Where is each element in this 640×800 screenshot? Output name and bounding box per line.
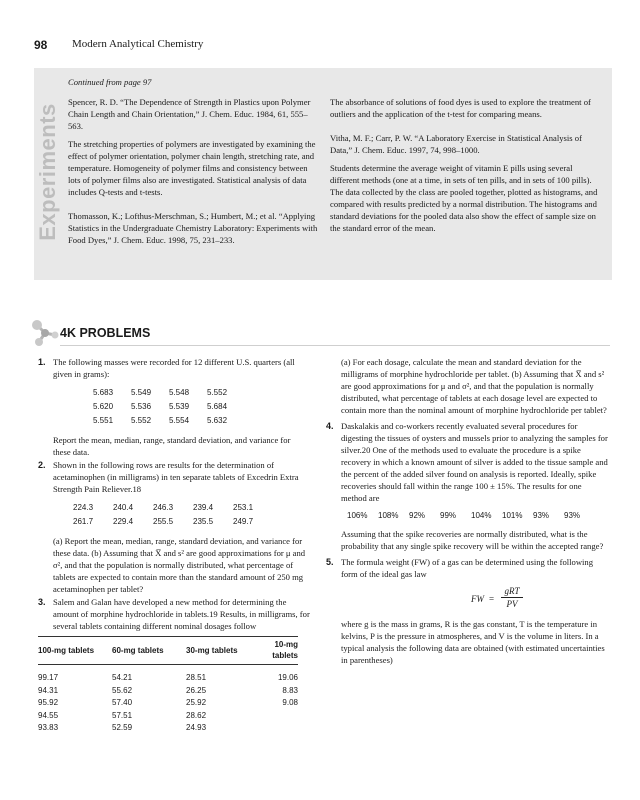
mass-value: 5.536 [131,402,152,411]
problems-right-column [326,356,608,667]
masses-grid [93,386,310,428]
experiments-box [34,68,612,280]
mass-value: 5.552 [131,416,152,425]
column-header: 10-mg tablets [258,637,298,665]
table-cell: 94.55 [38,710,59,720]
value-cell: 224.3 [73,503,94,512]
value-cell: 240.4 [113,503,134,512]
column-header: 30-mg tablets [186,637,258,665]
experiment-description: Students determine the average weight of vitamin E pills using several different methods (one at a time, in sets of ten pills, and in sets of 100 pills). The data collected by the class are pooled together, plotted as histograms, and compared with results predicted by a normal distribution. The histograms and standard deviations for the pooled data also show the effect of sample size on the standard error of the mean. [330,163,598,233]
problem-2 [38,459,310,595]
formula-lhs: FW [471,594,484,604]
experiment-reference: Vitha, M. F.; Carr, P. W. “A Laboratory Exercise in Statistical Analysis of Data,” J. Chem. Educ. 1997, 74, 998–1000. [330,133,582,155]
table-cell: 95.92 [38,698,59,707]
spike-recoveries [347,510,608,522]
problem-number: 4. [326,421,334,431]
value-cell: 229.4 [113,517,134,526]
mass-value: 5.549 [131,388,152,397]
problem-number: 1. [38,357,46,367]
ideal-gas-formula [341,584,608,614]
problem-number: 3. [38,597,46,607]
mass-value: 5.551 [93,416,114,425]
recovery-value: 92% [409,511,426,520]
experiments-side-label: Experiments [35,103,60,241]
recovery-value: 106% [347,511,368,520]
continued-note: Continued from page 97 [68,77,152,87]
table-cell: 57.40 [112,698,133,707]
experiments-left-column [68,76,318,252]
table-cell: 55.62 [112,685,133,695]
recovery-value: 101% [502,511,523,520]
running-head: Modern Analytical Chemistry [72,38,204,50]
dosage-table [38,636,298,735]
recovery-value: 108% [378,511,399,520]
masses-row [93,414,310,428]
value-cell: 235.5 [193,517,214,526]
table-cell: 9.08 [282,698,298,707]
problem-number: 5. [326,557,334,567]
problem-text: The following masses were recorded for 12 different U.S. quarters (all given in grams): [53,357,295,379]
experiments-right-column [330,76,598,240]
mass-value: 5.684 [207,402,228,411]
molecule-icon [30,318,60,348]
mass-value: 5.683 [93,388,114,397]
page-number: 98 [34,38,48,52]
table-cell: 54.21 [112,673,133,682]
table-row [38,722,298,735]
section-rule [60,345,610,346]
mass-value: 5.632 [207,416,228,425]
values-row [73,501,310,515]
formula-denominator: PV [506,599,518,609]
table-cell: 8.83 [282,685,298,695]
experiment-description: The stretching properties of polymers are investigated by examining the effect of polymer orientation, polymer chain length, stretching rate, and temperature. Homogeneity of polymer films and consistency between lots of polymer films also are investigated. Statistical analysis of data includes Q-tests and t-tests. [68,139,316,197]
recovery-value: 93% [564,511,581,520]
formula-equals: = [489,594,495,604]
table-cell: 94.31 [38,685,59,695]
table-cell: 52.59 [112,723,133,732]
section-title: 4K PROBLEMS [60,326,151,340]
value-cell: 249.7 [233,517,254,526]
value-cell: 253.1 [233,503,254,512]
table-row [38,710,298,723]
table-cell: 26.25 [186,685,207,695]
column-header: 100-mg tablets [38,637,112,665]
problem-text: Shown in the following rows are results for the determination of acetaminophen (in milligrams) in ten separate tablets of Excedrin Extra Strength Pain Reliever.18 [53,460,299,494]
experiments-side-tab [34,68,62,280]
problem-5 [326,556,608,666]
problem-text: Report the mean, median, range, standard deviation, and variance for these data. [53,435,291,457]
problem-text: where g is the mass in grams, R is the gas constant, T is the temperature in kelvins, P is the pressure in atmospheres, and V is the volume in liters. In a typical analysis the following data are obtained (with estimated uncertainties in parentheses) [341,619,605,665]
value-cell: 255.5 [153,517,174,526]
mass-value: 5.554 [169,416,190,425]
mass-value: 5.552 [207,388,228,397]
table-cell: 25.92 [186,698,207,707]
problem-text: Salem and Galan have developed a new method for determining the amount of morphine hydrochloride in tablets.19 Results, in milligrams, for several tablets containing different nominal dosages follow [53,597,310,631]
problems-left-column [38,356,310,735]
mass-value: 5.539 [169,402,190,411]
problem-4 [326,420,608,552]
acetaminophen-grid [73,501,310,529]
table-cell: 99.17 [38,673,59,682]
table-row [38,665,298,685]
problem-3 [38,596,310,632]
recovery-value: 104% [471,511,492,520]
problem-text: Assuming that the spike recoveries are normally distributed, what is the probability that any single spike recovery will be within the accepted range? [341,529,604,551]
formula-fraction [501,585,523,610]
problem-text: The formula weight (FW) of a gas can be determined using the following form of the ideal gas law [341,557,594,579]
table-cell: 24.93 [186,723,207,732]
table-cell: 28.51 [186,673,207,682]
experiment-reference: Thomasson, K.; Lofthus-Merschman, S.; Humbert, M.; et al. “Applying Statistics in the Undergraduate Chemistry Laboratory: Experiments with Food Dyes,” J. Chem. Educ. 1998, 75, 231–233. [68,211,318,245]
page-header [34,38,614,54]
mass-value: 5.620 [93,402,114,411]
experiment-reference: Spencer, R. D. “The Dependence of Strength in Plastics upon Polymer Chain Length and Chain Orientation,” J. Chem. Educ. 1984, 61, 555–563. [68,97,311,131]
table-row [38,685,298,698]
experiment-description: The absorbance of solutions of food dyes is used to explore the treatment of outliers and the application of the t-test for comparing means. [330,97,591,119]
mass-value: 5.548 [169,388,190,397]
problem-1 [38,356,310,458]
value-cell: 239.4 [193,503,214,512]
table-cell: 19.06 [277,673,298,682]
section-heading [30,318,610,348]
value-cell: 261.7 [73,517,94,526]
problem-text: (a) Report the mean, median, range, standard deviation, and variance for these data. (b) Assuming that X̅ and s² are good approximations for μ and σ², and that the population is normally distributed, what percentage of tablets are expected to contain more than the standard amount of 250 mg acetaminophen per tablet? [53,536,306,594]
problem-number: 2. [38,460,46,470]
values-row [73,515,310,529]
table-cell [258,722,298,735]
column-header: 60-mg tablets [112,637,186,665]
problem-text: Daskalakis and co-workers recently evaluated several procedures for digesting the tissues of oysters and mussels prior to analyzing the samples for silver.20 One of the methods used to evaluate the procedure is a spike recovery in which a known amount of silver is added to the tissue sample and the percent of the added silver found on analysis is reported. Ideally, spike recoveries should fall within the range 100 ± 15%. The results for one method are [341,421,608,503]
masses-row [93,386,310,400]
formula-numerator: gRT [501,585,523,598]
recovery-value: 93% [533,511,550,520]
value-cell: 246.3 [153,503,174,512]
table-cell: 28.62 [186,710,207,720]
masses-row [93,400,310,414]
table-cell: 57.51 [112,710,133,720]
table-cell: 93.83 [38,723,59,732]
problem-3-continuation: (a) For each dosage, calculate the mean and standard deviation for the milligrams of morphine hydrochloride per tablet. (b) Assuming that X̅ and s² are good approximations for μ and σ², and that the population is normally distributed, what percentage of tablets at each dosage level are expected to contain more than the nominal amount of morphine hydrochloride per tablet? [341,357,607,415]
recovery-value: 99% [440,511,457,520]
table-row [38,697,298,710]
table-cell [258,710,298,723]
table-header-row [38,637,298,665]
